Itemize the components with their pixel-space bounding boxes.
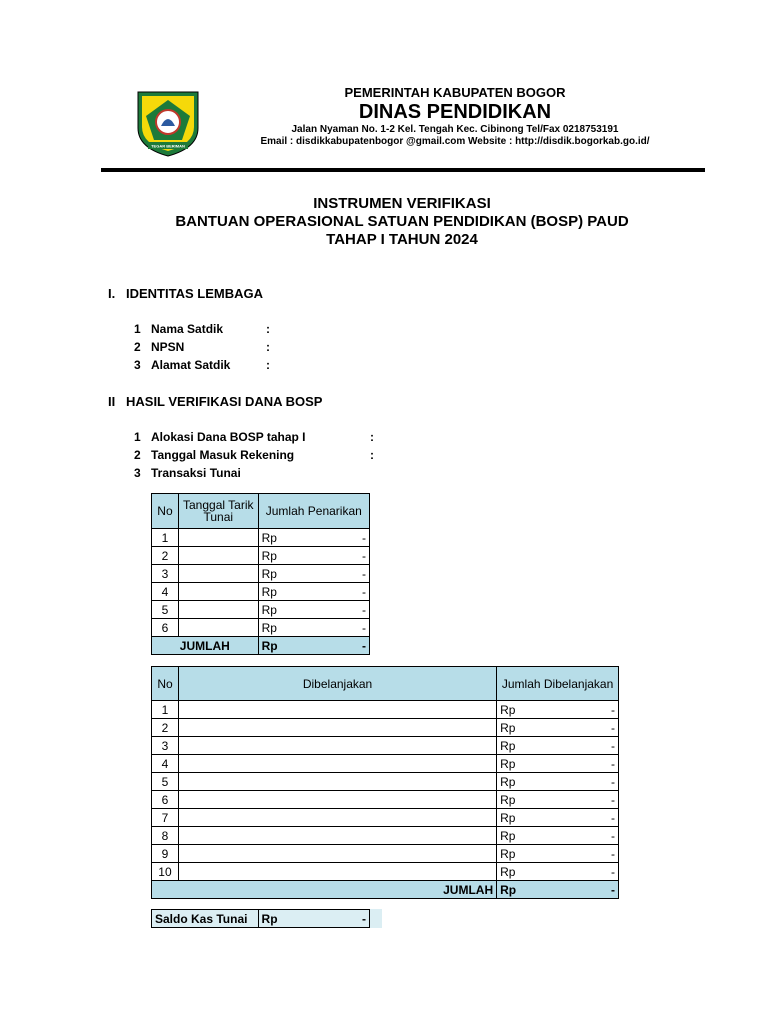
item-cell[interactable]: [178, 755, 496, 773]
amount-cell[interactable]: [497, 737, 619, 755]
currency: Rp: [500, 792, 516, 807]
item-cell[interactable]: [178, 773, 496, 791]
amount: -: [362, 620, 366, 635]
row-no: 5: [152, 601, 179, 619]
spending-table: [151, 666, 619, 899]
item-colon: :: [266, 358, 270, 372]
total-amount: -: [611, 882, 615, 897]
item-number: 3: [134, 466, 141, 480]
row-no: 6: [152, 791, 179, 809]
row-no: 1: [152, 529, 179, 547]
amount: -: [611, 810, 615, 825]
amount: -: [362, 530, 366, 545]
section2-number: II: [108, 394, 116, 409]
table-row: [152, 737, 619, 755]
currency: Rp: [261, 638, 278, 653]
date-cell[interactable]: [178, 565, 258, 583]
amount-cell[interactable]: [497, 863, 619, 881]
doc-title-line3: TAHAP I TAHUN 2024: [326, 231, 478, 248]
currency: Rp: [261, 566, 277, 581]
table-row: [152, 845, 619, 863]
amount: -: [362, 602, 366, 617]
amount-cell[interactable]: [258, 565, 369, 583]
saldo-label: Saldo Kas Tunai: [152, 910, 259, 928]
doc-title-line1: INSTRUMEN VERIFIKASI: [313, 195, 491, 212]
currency: Rp: [261, 584, 277, 599]
item-number: 1: [134, 322, 141, 336]
row-no: 8: [152, 827, 179, 845]
currency: Rp: [500, 756, 516, 771]
currency: Rp: [500, 702, 516, 717]
saldo-cell[interactable]: [258, 910, 369, 928]
amount: -: [362, 548, 366, 563]
item-label: Nama Satdik: [151, 322, 224, 336]
table-row: [152, 601, 370, 619]
section2-heading: HASIL VERIFIKASI DANA BOSP: [126, 394, 323, 409]
row-no: 4: [152, 755, 179, 773]
withdrawal-table: [151, 493, 370, 655]
item-colon: :: [266, 322, 270, 336]
amount: -: [611, 828, 615, 843]
doc-title-line2: BANTUAN OPERASIONAL SATUAN PENDIDIKAN (BOSP) PAUD: [175, 213, 629, 230]
row-no: 1: [152, 701, 179, 719]
table-row: [152, 583, 370, 601]
amount: -: [611, 792, 615, 807]
section1-item: [0, 358, 768, 374]
amount-cell[interactable]: [497, 701, 619, 719]
amount-cell[interactable]: [258, 619, 369, 637]
item-cell[interactable]: [178, 701, 496, 719]
item-number: 2: [134, 340, 141, 354]
date-cell[interactable]: [178, 583, 258, 601]
amount-cell[interactable]: [497, 755, 619, 773]
total-amount: -: [362, 638, 366, 653]
item-cell[interactable]: [178, 845, 496, 863]
row-no: 4: [152, 583, 179, 601]
amount: -: [362, 566, 366, 581]
row-no: 6: [152, 619, 179, 637]
item-colon: :: [370, 430, 374, 444]
amount-cell[interactable]: [497, 791, 619, 809]
item-label: Alokasi Dana BOSP tahap I: [151, 430, 306, 444]
row-no: 3: [152, 737, 179, 755]
saldo-amount: -: [362, 911, 366, 926]
date-cell[interactable]: [178, 619, 258, 637]
total-label: JUMLAH: [152, 637, 259, 655]
row-no: 5: [152, 773, 179, 791]
amount-cell[interactable]: [258, 583, 369, 601]
col-header-amount: Jumlah Penarikan: [258, 494, 369, 529]
item-number: 2: [134, 448, 141, 462]
currency: Rp: [261, 530, 277, 545]
amount-cell[interactable]: [497, 773, 619, 791]
item-colon: :: [266, 340, 270, 354]
item-cell[interactable]: [178, 791, 496, 809]
table-row: [152, 863, 619, 881]
item-cell[interactable]: [178, 719, 496, 737]
amount: -: [362, 584, 366, 599]
col-header-date: Tanggal Tarik Tunai: [178, 494, 258, 529]
amount: -: [611, 720, 615, 735]
table-row: [152, 791, 619, 809]
currency: Rp: [261, 548, 277, 563]
currency: Rp: [500, 810, 516, 825]
section2-item: [0, 466, 768, 482]
item-cell[interactable]: [178, 737, 496, 755]
item-number: 3: [134, 358, 141, 372]
svg-text:TEGAR BERIMAN: TEGAR BERIMAN: [151, 143, 185, 149]
item-cell[interactable]: [178, 809, 496, 827]
amount: -: [611, 774, 615, 789]
date-cell[interactable]: [178, 547, 258, 565]
item-number: 1: [134, 430, 141, 444]
header-divider: [101, 168, 705, 172]
item-label: Transaksi Tunai: [151, 466, 241, 480]
section1-heading: IDENTITAS LEMBAGA: [126, 286, 263, 301]
agency-address: Jalan Nyaman No. 1-2 Kel. Tengah Kec. Cibinong Tel/Fax 0218753191: [291, 124, 619, 135]
col-header-amount: Jumlah Dibelanjakan: [497, 667, 619, 701]
agency-name: DINAS PENDIDIKAN: [358, 101, 552, 123]
item-cell[interactable]: [178, 863, 496, 881]
gov-name: PEMERINTAH KABUPATEN BOGOR: [344, 85, 566, 100]
row-no: 2: [152, 547, 179, 565]
section1-number: I.: [108, 286, 116, 301]
currency: Rp: [500, 720, 516, 735]
currency: Rp: [261, 620, 277, 635]
table-row: [152, 827, 619, 845]
table-row: [152, 529, 370, 547]
col-header-item: Dibelanjakan: [178, 667, 496, 701]
total-row: [152, 881, 619, 899]
row-no: 2: [152, 719, 179, 737]
total-label: JUMLAH: [152, 881, 497, 899]
section1-item: [0, 340, 768, 356]
total-row: [152, 637, 370, 655]
date-cell[interactable]: [178, 601, 258, 619]
amount-cell[interactable]: [258, 547, 369, 565]
table-row: [152, 565, 370, 583]
currency: Rp: [500, 864, 516, 879]
amount-cell[interactable]: [497, 719, 619, 737]
row-no: 9: [152, 845, 179, 863]
amount-cell[interactable]: [258, 529, 369, 547]
amount-cell[interactable]: [497, 809, 619, 827]
section1-item: [0, 322, 768, 338]
item-colon: :: [370, 448, 374, 462]
amount: -: [611, 846, 615, 861]
item-cell[interactable]: [178, 827, 496, 845]
currency: Rp: [500, 738, 516, 753]
table-row: [152, 809, 619, 827]
currency: Rp: [500, 882, 517, 897]
section2-item: [0, 448, 768, 464]
currency: Rp: [500, 846, 516, 861]
table-row: [152, 719, 619, 737]
amount: -: [611, 702, 615, 717]
amount: -: [611, 738, 615, 753]
table-row: [152, 547, 370, 565]
row-no: 10: [152, 863, 179, 881]
row-no: 3: [152, 565, 179, 583]
bogor-regency-logo: [134, 88, 202, 158]
amount-cell[interactable]: [258, 601, 369, 619]
table-row: [152, 755, 619, 773]
section2-item: [0, 430, 768, 446]
amount: -: [611, 864, 615, 879]
amount-cell[interactable]: [497, 827, 619, 845]
table-row: [152, 773, 619, 791]
col-header-no: No: [152, 494, 179, 529]
saldo-highlight: [370, 909, 382, 928]
table-row: [152, 619, 370, 637]
amount-cell[interactable]: [497, 845, 619, 863]
total-cell: [258, 637, 369, 655]
amount: -: [611, 756, 615, 771]
currency: Rp: [261, 911, 278, 926]
saldo-row: [152, 910, 370, 928]
col-header-no: No: [152, 667, 179, 701]
item-label: NPSN: [151, 340, 185, 354]
saldo-table: [151, 909, 370, 928]
table-header-row: [152, 494, 370, 529]
currency: Rp: [500, 774, 516, 789]
table-row: [152, 701, 619, 719]
total-cell: [497, 881, 619, 899]
table-header-row: [152, 667, 619, 701]
agency-contact: Email : disdikkabupatenbogor @gmail.com Website : http://disdik.bogorkab.go.id/: [260, 136, 650, 147]
item-label: Alamat Satdik: [151, 358, 231, 372]
date-cell[interactable]: [178, 529, 258, 547]
currency: Rp: [261, 602, 277, 617]
item-label: Tanggal Masuk Rekening: [151, 448, 295, 462]
currency: Rp: [500, 828, 516, 843]
row-no: 7: [152, 809, 179, 827]
